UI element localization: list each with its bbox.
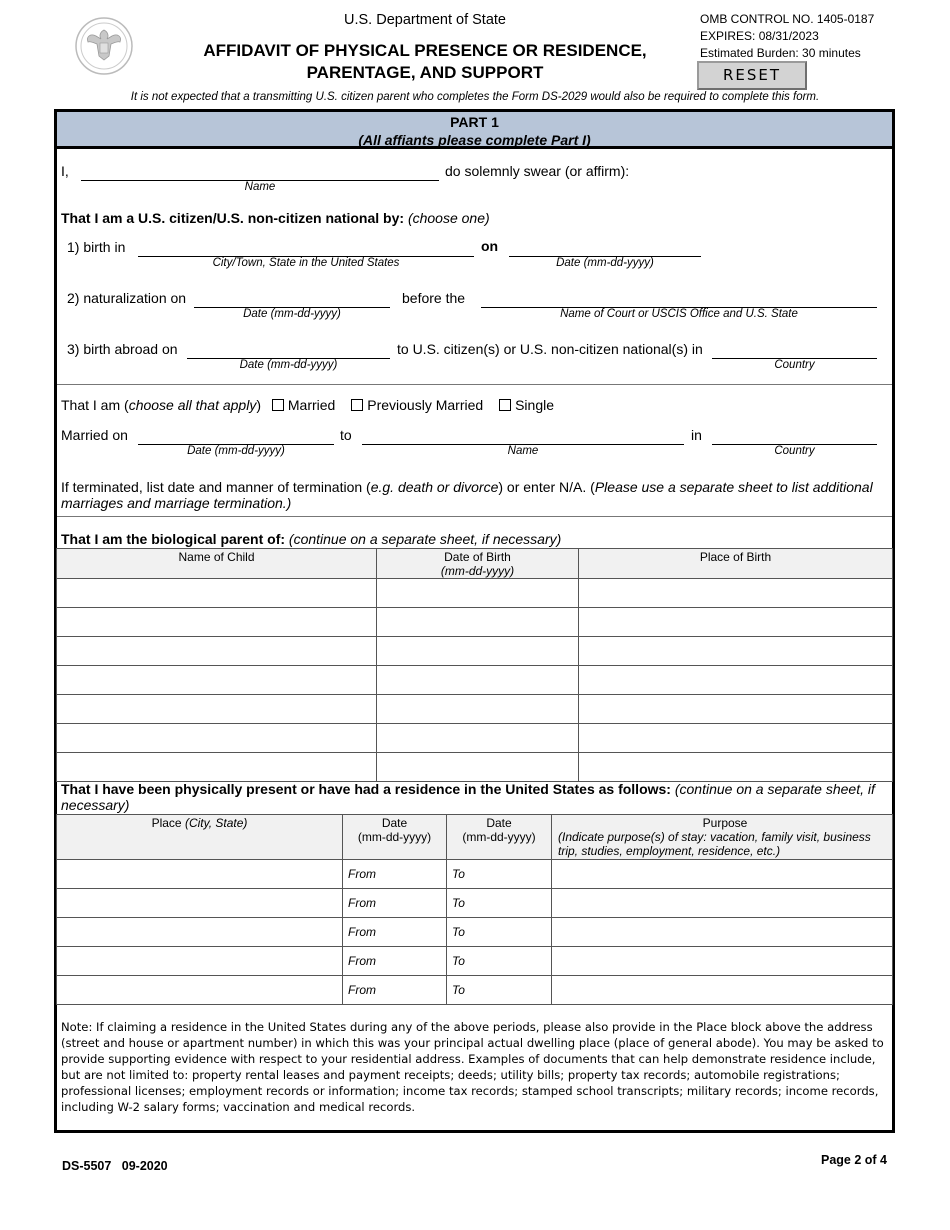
termination-note: Please use a separate sheet to list additional marriages and marriage termination.) <box>61 479 873 511</box>
place-cell[interactable] <box>57 918 343 947</box>
part1-subtitle: (All affiants please complete Part I) <box>358 132 591 148</box>
table-row <box>57 666 893 695</box>
date-to-header-format: (mm-dd-yyyy) <box>462 830 536 844</box>
purpose-cell[interactable] <box>552 860 893 889</box>
purpose-cell[interactable] <box>552 947 893 976</box>
place-cell[interactable] <box>57 860 343 889</box>
child-pob-cell[interactable] <box>579 666 893 695</box>
naturalization-date-caption: Date (mm-dd-yyyy) <box>243 308 341 320</box>
child-dob-cell[interactable] <box>377 753 579 782</box>
married-to-label: to <box>340 427 352 443</box>
affiant-name-field[interactable] <box>81 166 439 181</box>
oath-suffix: do solemnly swear (or affirm): <box>445 163 630 179</box>
divider <box>57 516 892 517</box>
presence-heading-note: (continue on a separate sheet, if necessary) <box>61 781 875 813</box>
date-from-cell[interactable]: From <box>343 976 447 1005</box>
oath-prefix: I, <box>61 163 69 179</box>
child-dob-cell[interactable] <box>377 724 579 753</box>
court-caption: Name of Court or USCIS Office and U.S. State <box>560 308 798 320</box>
part1-header <box>57 112 892 149</box>
omb-control-number: OMB CONTROL NO. 1405-0187 <box>700 12 875 26</box>
parent-heading <box>61 531 561 547</box>
married-checkbox[interactable] <box>272 399 284 411</box>
department-name: U.S. Department of State <box>344 12 506 28</box>
child-name-cell[interactable] <box>57 753 377 782</box>
marital-note: choose all that apply <box>128 397 257 413</box>
form-number: DS-5507 09-2020 <box>62 1159 168 1173</box>
married-option-label: Married <box>287 397 336 413</box>
table-row <box>57 637 893 666</box>
termination-text-c: ) or enter N/A. ( <box>498 479 595 495</box>
birth-label: 1) birth in <box>67 239 126 255</box>
naturalization-date-field[interactable] <box>194 293 390 308</box>
page-number: Page 2 of 4 <box>821 1153 887 1167</box>
estimated-burden: Estimated Burden: 30 minutes <box>700 46 861 60</box>
marital-prefix: That I am ( <box>61 397 129 413</box>
purpose-cell[interactable] <box>552 918 893 947</box>
termination-instructions[interactable] <box>61 479 887 511</box>
date-to-cell[interactable]: To <box>447 976 552 1005</box>
date-to-cell[interactable]: To <box>447 860 552 889</box>
name-caption: Name <box>244 181 276 193</box>
expiration-date: EXPIRES: 08/31/2023 <box>700 29 819 43</box>
birth-abroad-date-field[interactable] <box>187 344 390 359</box>
child-dob-header <box>377 549 579 579</box>
place-header <box>57 815 343 860</box>
presence-heading-text: That I have been physically present or have had a residence in the United States as follows: <box>61 781 671 797</box>
child-dob-cell[interactable] <box>377 579 579 608</box>
birth-place-field[interactable] <box>138 242 474 257</box>
date-from-cell[interactable]: From <box>343 860 447 889</box>
date-from-cell[interactable]: From <box>343 889 447 918</box>
child-pob-cell[interactable] <box>579 695 893 724</box>
place-cell[interactable] <box>57 947 343 976</box>
presence-heading <box>61 781 887 813</box>
table-row <box>57 860 893 889</box>
date-from-header-format: (mm-dd-yyyy) <box>357 830 432 844</box>
child-dob-cell[interactable] <box>377 608 579 637</box>
birth-abroad-label: 3) birth abroad on <box>67 341 178 357</box>
date-to-header-label: Date <box>486 816 512 830</box>
termination-text-a: If terminated, list date and manner of termination ( <box>61 479 371 495</box>
table-row <box>57 608 893 637</box>
part1-title: PART 1 <box>450 114 499 130</box>
marriage-date-field[interactable] <box>138 430 334 445</box>
form-title <box>160 40 690 84</box>
purpose-cell[interactable] <box>552 976 893 1005</box>
table-row <box>57 579 893 608</box>
marital-status-row <box>61 397 554 413</box>
divider <box>57 384 892 385</box>
married-in-label: in <box>691 427 702 443</box>
presence-table-header <box>57 815 893 860</box>
place-cell[interactable] <box>57 889 343 918</box>
residence-note: Note: If claiming a residence in the United States during any of the above periods, please also provide in the Place block above the address (street and house or apartment number) in which this was your principal actual dwelling place (place of general abode). You may be asked to provide supporting evidence with respect to your residential address. Examples of documents that can help demonstrate residence include, but are not limited to: property rental leases and payment receipts; deeds; utility bills; property tax records; automobile registrations; professional licenses; employment records or information; income tax records; stamped school transcripts; military records; income records, including W-2 salary forms; vaccination and medical records. <box>61 1020 884 1114</box>
child-name-cell[interactable] <box>57 695 377 724</box>
place-header-label: Place <box>151 816 182 830</box>
naturalization-label: 2) naturalization on <box>67 290 187 306</box>
reset-button[interactable]: RESET <box>697 61 807 90</box>
previously-married-checkbox[interactable] <box>351 399 363 411</box>
child-pob-cell[interactable] <box>579 637 893 666</box>
place-header-note: (City, State) <box>184 816 248 830</box>
form-title-line2: PARENTAGE, AND SUPPORT <box>306 63 544 82</box>
birth-abroad-country-field[interactable] <box>712 344 877 359</box>
citizen-heading-text: That I am a U.S. citizen/U.S. non-citizen national by: <box>61 210 405 226</box>
child-pob-cell[interactable] <box>579 608 893 637</box>
previously-married-option-label: Previously Married <box>367 397 484 413</box>
spouse-name-field[interactable] <box>362 430 684 445</box>
married-on-label: Married on <box>61 427 128 443</box>
ds2029-notice: It is not expected that a transmitting U.S. citizen parent who completes the Form DS-2029 would also be required to complete this form. <box>130 91 820 103</box>
table-row <box>57 695 893 724</box>
table-row <box>57 753 893 782</box>
child-pob-cell[interactable] <box>579 579 893 608</box>
table-row <box>57 724 893 753</box>
table-row <box>57 889 893 918</box>
child-name-cell[interactable] <box>57 724 377 753</box>
child-name-cell[interactable] <box>57 666 377 695</box>
termination-example: e.g. death or divorce <box>370 479 499 495</box>
spouse-name-caption: Name <box>507 445 539 457</box>
child-name-cell[interactable] <box>57 608 377 637</box>
parent-heading-note: (continue on a separate sheet, if necessary) <box>288 531 562 547</box>
naturalization-court-field[interactable] <box>481 293 877 308</box>
birth-date-field[interactable] <box>509 242 701 257</box>
table-row <box>57 947 893 976</box>
date-to-cell[interactable]: To <box>447 889 552 918</box>
citizen-heading-note: (choose one) <box>407 210 490 226</box>
marriage-country-caption: Country <box>774 445 815 457</box>
purpose-header <box>552 815 893 860</box>
date-from-cell[interactable]: From <box>343 947 447 976</box>
child-dob-header-format: (mm-dd-yyyy) <box>440 564 515 578</box>
child-dob-header-label: Date of Birth <box>444 550 511 564</box>
birth-abroad-country-caption: Country <box>774 359 815 371</box>
presence-table <box>56 814 893 1005</box>
date-from-header <box>343 815 447 860</box>
children-table <box>56 548 893 782</box>
purpose-header-label: Purpose <box>702 816 748 830</box>
omb-info <box>700 11 874 62</box>
marriage-country-field[interactable] <box>712 430 877 445</box>
marital-close: ) <box>256 397 261 413</box>
child-dob-cell[interactable] <box>377 666 579 695</box>
date-from-header-label: Date <box>381 816 408 830</box>
birth-abroad-to-label: to U.S. citizen(s) or U.S. non-citizen national(s) in <box>397 341 703 357</box>
table-row <box>57 976 893 1005</box>
child-name-header: Name of Child <box>57 549 377 579</box>
state-department-seal-icon <box>74 16 134 76</box>
child-pob-header: Place of Birth <box>579 549 893 579</box>
single-checkbox[interactable] <box>499 399 511 411</box>
date-to-cell[interactable]: To <box>447 918 552 947</box>
date-to-cell[interactable]: To <box>447 947 552 976</box>
child-pob-cell[interactable] <box>579 724 893 753</box>
parent-heading-text: That I am the biological parent of: <box>61 531 286 547</box>
table-row <box>57 918 893 947</box>
marriage-date-caption: Date (mm-dd-yyyy) <box>187 445 285 457</box>
citizen-heading <box>61 210 490 226</box>
child-dob-cell[interactable] <box>377 695 579 724</box>
child-dob-cell[interactable] <box>377 637 579 666</box>
date-to-header <box>447 815 552 860</box>
child-name-cell[interactable] <box>57 637 377 666</box>
purpose-cell[interactable] <box>552 889 893 918</box>
child-pob-cell[interactable] <box>579 753 893 782</box>
form-title-line1: AFFIDAVIT OF PHYSICAL PRESENCE OR RESIDENCE, <box>203 41 647 60</box>
birth-place-caption: City/Town, State in the United States <box>212 257 400 269</box>
children-table-header <box>57 549 893 579</box>
birth-abroad-date-caption: Date (mm-dd-yyyy) <box>239 359 338 371</box>
naturalization-before-label: before the <box>402 290 466 306</box>
place-cell[interactable] <box>57 976 343 1005</box>
birth-date-caption: Date (mm-dd-yyyy) <box>556 257 654 269</box>
date-from-cell[interactable]: From <box>343 918 447 947</box>
single-option-label: Single <box>515 397 554 413</box>
birth-on-label: on <box>481 238 499 254</box>
purpose-header-note: (Indicate purpose(s) of stay: vacation, family visit, business trip, studies, employment, residence, etc.) <box>558 830 871 858</box>
child-name-cell[interactable] <box>57 579 377 608</box>
